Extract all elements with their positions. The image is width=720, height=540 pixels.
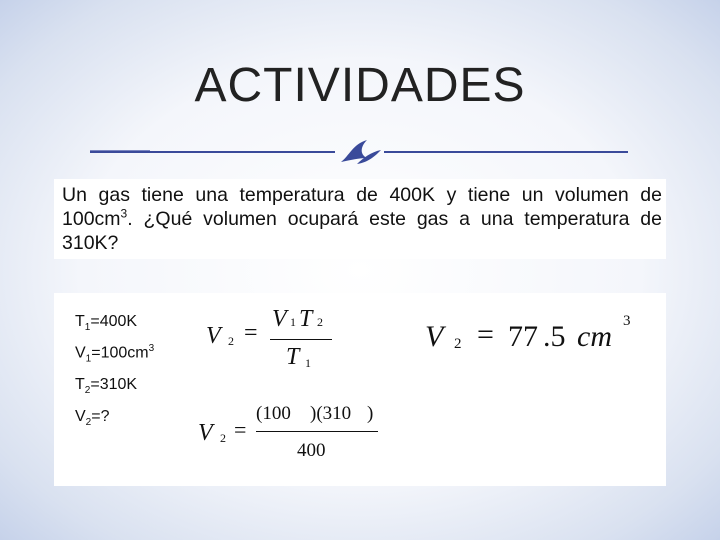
given-t2-symbol: T — [75, 376, 85, 393]
subst-num-c: ) — [367, 403, 374, 424]
formula-fraction-bar — [270, 339, 332, 340]
formula-num-t: T — [299, 306, 313, 332]
title-rule-left — [90, 151, 335, 153]
slide-title: ACTIVIDADES — [194, 59, 526, 112]
result-value-int: 77 — [508, 320, 538, 353]
formula-num-v: V — [272, 306, 287, 332]
given-v1-exponent: 3 — [148, 343, 155, 354]
formula-lhs-symbol: V — [206, 323, 221, 349]
subst-lhs-symbol: V — [198, 420, 213, 446]
given-v1-subscript: 1 — [85, 353, 92, 365]
formula-num-v-subscript: 1 — [290, 315, 296, 329]
formula-equals: = — [244, 320, 258, 346]
subst-lhs-subscript: 2 — [220, 431, 226, 445]
subst-fraction-bar — [256, 431, 378, 432]
given-t1-subscript: 1 — [84, 322, 91, 334]
given-t2-subscript: 2 — [84, 385, 91, 397]
ornament-bullet-icon — [337, 136, 383, 166]
result-lhs-subscript: 2 — [454, 336, 462, 352]
given-v1-symbol: V — [75, 344, 86, 362]
solution-panel — [54, 293, 666, 486]
given-t1-value: =400K — [90, 313, 138, 330]
question-part1: Un gas tiene una temperatura de 400K y tiene un volumen de 100cm — [62, 184, 662, 230]
given-v1-value: =100cm — [91, 344, 149, 362]
question-part2: . ¿Qué volumen ocupará este gas a una temperatura de 310K? — [62, 208, 662, 254]
subst-den: 400 — [297, 440, 326, 461]
given-t1 — [75, 313, 137, 333]
given-t2-value: =310K — [90, 376, 138, 393]
given-t2 — [75, 376, 137, 396]
given-v2-symbol: V — [75, 408, 86, 425]
formula-num-t-subscript: 2 — [317, 315, 323, 329]
given-v1 — [75, 343, 154, 365]
given-t1-symbol: T — [75, 313, 85, 330]
question-exponent: 3 — [120, 206, 128, 221]
subst-equals: = — [234, 417, 247, 442]
formula-den-t: T — [286, 344, 300, 370]
result-lhs-symbol: V — [425, 320, 444, 353]
title-rule-right — [384, 151, 628, 153]
given-v2 — [75, 408, 109, 428]
result-value-dec: .5 — [543, 320, 566, 353]
result-exponent: 3 — [623, 313, 631, 329]
subst-num-b: )(310 — [310, 403, 352, 424]
given-v2-subscript: 2 — [85, 417, 92, 429]
given-v2-value: =? — [91, 408, 110, 425]
result-equals: = — [477, 318, 494, 351]
result-unit: cm — [577, 320, 612, 353]
subst-num-a: (100 — [256, 403, 291, 424]
formula-den-t-subscript: 1 — [305, 356, 311, 370]
formula-lhs-subscript: 2 — [228, 334, 234, 348]
question-text — [62, 183, 662, 255]
